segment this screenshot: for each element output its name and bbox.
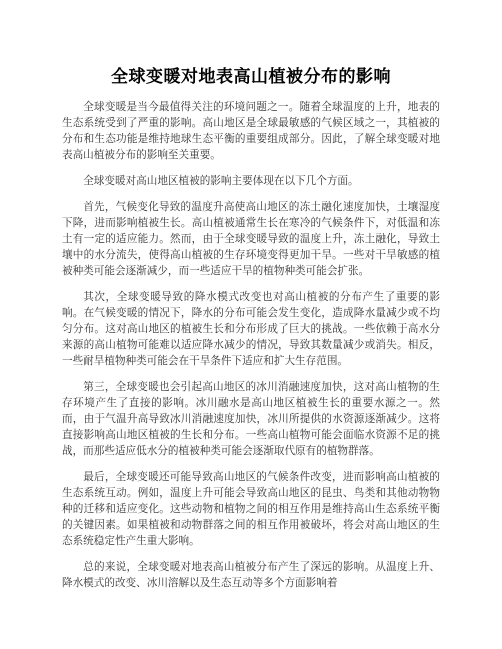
paragraph-second: 其次，全球变暖导致的降水模式改变也对高山植被的分布产生了重要的影响。在气候变暖的情况下，降水的分布可能会发生变化，造成降水量减少或不均匀分布。这对高山地区的植被生长和分布形成了巨大的挑战。一些依赖于高水分来源的高山植物可能难以适应降水减少的情况，导致其数量减少或消失。相反，一些耐旱植物种类可能会在干旱条件下适应和扩大生存范围。: [62, 291, 440, 367]
paragraph-last: 最后，全球变暖还可能导致高山地区的气候条件改变，进而影响高山植被的生态系统互动。例如，温度上升可能会导致高山地区的昆虫、鸟类和其他动物物种的迁移和适应变化。这些动物和植物之间的相互作用是维持高山生态系统平衡的关键因素。如果植被和动物群落之间的相互作用被破坏，将会对高山地区的生态系统稳定性产生重大影响。: [62, 471, 440, 547]
paragraph-summary: 总的来说，全球变暖对地表高山植被分布产生了深远的影响。从温度上升、降水模式的改变、冰川溶解以及生态互动等多个方面影响着: [62, 561, 440, 589]
paragraph-overview: 全球变暖对高山地区植被的影响主要体现在以下几个方面。: [83, 175, 359, 187]
document-body: [62, 99, 440, 601]
paragraph-intro: 全球变暖是当今最值得关注的环境问题之一。随着全球温度的上升，地表的生态系统受到了严重的影响。高山地区是全球最敏感的气候区域之一，其植被的分布和生态功能是维持地球生态平衡的重要组成部分。因此，了解全球变暖对地表高山植被分布的影响至关重要。: [62, 101, 440, 161]
document-title: 全球变暖对地表高山植被分布的影响: [111, 67, 391, 87]
paragraph-first: 首先，气候变化导致的温度升高使高山地区的冻土融化速度加快，土壤湿度下降，进而影响植被生长。高山植被通常生长在寒冷的气候条件下，对低温和冻土有一定的适应能力。然而，由于全球变暖导致的温度上升，冻土融化，导致土壤中的水分流失，使得高山植被的生存环境变得更加干旱。一些对干旱敏感的植被种类可能会逐渐减少，而一些适应干旱的植物种类可能会扩张。: [62, 201, 440, 277]
paragraph-third: 第三，全球变暖也会引起高山地区的冰川消融速度加快，这对高山植物的生存环境产生了直接的影响。冰川融水是高山地区植被生长的重要水源之一。然而，由于气温升高导致冰川消融速度加快，冰川所提供的水资源逐渐减少。这将直接影响高山地区植被的生长和分布。一些高山植物可能会面临水资源不足的挑战，而那些适应低水分的植被种类可能会逐渐取代原有的植物群落。: [62, 381, 440, 457]
